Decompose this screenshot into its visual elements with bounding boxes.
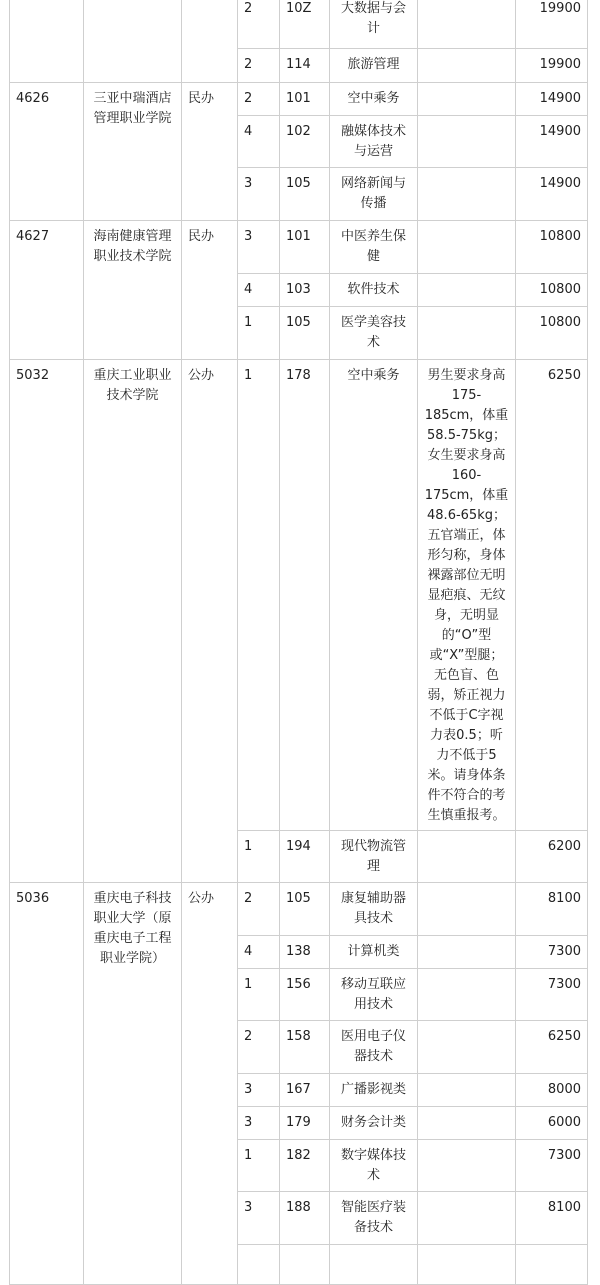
major-name-cell: 现代物流管理 <box>330 831 418 883</box>
fee-cell: 10800 <box>516 274 588 307</box>
school-code-cell <box>10 0 84 83</box>
years-cell: 3 <box>238 1074 280 1107</box>
school-code-cell: 5036 <box>10 883 84 1285</box>
major-code-cell: 158 <box>280 1021 330 1074</box>
admissions-table <box>9 0 588 1285</box>
fee-cell: 14900 <box>516 116 588 168</box>
years-cell: 4 <box>238 936 280 969</box>
school-type-cell: 公办 <box>182 883 238 1285</box>
years-cell: 2 <box>238 1021 280 1074</box>
major-code-cell: 138 <box>280 936 330 969</box>
years-cell: 1 <box>238 1140 280 1192</box>
major-code-cell: 188 <box>280 1192 330 1245</box>
school-type-cell <box>182 0 238 83</box>
major-code-cell: 194 <box>280 831 330 883</box>
note-cell <box>418 831 516 883</box>
major-name-cell: 空中乘务 <box>330 83 418 116</box>
major-name-cell: 财务会计类 <box>330 1107 418 1140</box>
major-name-cell: 医学美容技术 <box>330 307 418 360</box>
major-name-cell: 软件技术 <box>330 274 418 307</box>
school-code-cell: 4626 <box>10 83 84 221</box>
note-cell <box>418 1245 516 1285</box>
major-name-cell: 旅游管理 <box>330 49 418 83</box>
fee-cell: 8000 <box>516 1074 588 1107</box>
years-cell: 4 <box>238 116 280 168</box>
table-row <box>10 221 588 274</box>
note-cell <box>418 1192 516 1245</box>
school-name-cell: 重庆工业职业技术学院 <box>84 360 182 883</box>
years-cell: 3 <box>238 168 280 221</box>
major-name-cell: 数字媒体技术 <box>330 1140 418 1192</box>
fee-cell: 19900 <box>516 49 588 83</box>
note-cell: 男生要求身高175-185cm，体重58.5-75kg；女生要求身高160-175cm，体重48.6-65kg；五官端正，体形匀称，身体裸露部位无明显疤痕、无纹身，无明显的“O”型或“X”型腿；无色盲、色弱，矫正视力不低于C字视力表0.5；听力不低于5米。请身体条件不符合的考生慎重报考。 <box>418 360 516 831</box>
years-cell: 1 <box>238 969 280 1021</box>
major-name-cell: 网络新闻与传播 <box>330 168 418 221</box>
major-code-cell: 101 <box>280 221 330 274</box>
major-name-cell: 计算机类 <box>330 936 418 969</box>
major-code-cell: 10Z <box>280 0 330 49</box>
note-cell <box>418 274 516 307</box>
years-cell: 3 <box>238 221 280 274</box>
years-cell: 2 <box>238 0 280 49</box>
years-cell: 1 <box>238 360 280 831</box>
major-name-cell: 融媒体技术与运营 <box>330 116 418 168</box>
major-code-cell: 114 <box>280 49 330 83</box>
note-cell <box>418 1107 516 1140</box>
major-name-cell: 中医养生保健 <box>330 221 418 274</box>
fee-cell <box>516 1245 588 1285</box>
table-row <box>10 360 588 831</box>
major-name-cell: 康复辅助器具技术 <box>330 883 418 936</box>
years-cell: 3 <box>238 1192 280 1245</box>
note-cell <box>418 936 516 969</box>
school-code-cell: 4627 <box>10 221 84 360</box>
major-code-cell: 178 <box>280 360 330 831</box>
years-cell: 4 <box>238 274 280 307</box>
major-name-cell: 广播影视类 <box>330 1074 418 1107</box>
years-cell <box>238 1245 280 1285</box>
school-name-cell: 重庆电子科技职业大学（原重庆电子工程职业学院） <box>84 883 182 1285</box>
major-name-cell: 医用电子仪器技术 <box>330 1021 418 1074</box>
school-name-cell <box>84 0 182 83</box>
fee-cell: 7300 <box>516 969 588 1021</box>
major-name-cell: 空中乘务 <box>330 360 418 831</box>
major-code-cell: 182 <box>280 1140 330 1192</box>
major-code-cell: 167 <box>280 1074 330 1107</box>
fee-cell: 6250 <box>516 360 588 831</box>
note-cell <box>418 49 516 83</box>
school-type-cell: 民办 <box>182 83 238 221</box>
fee-cell: 6200 <box>516 831 588 883</box>
table-row <box>10 883 588 936</box>
school-type-cell: 公办 <box>182 360 238 883</box>
major-code-cell: 179 <box>280 1107 330 1140</box>
table-row <box>10 0 588 49</box>
fee-cell: 6250 <box>516 1021 588 1074</box>
years-cell: 1 <box>238 831 280 883</box>
fee-cell: 7300 <box>516 936 588 969</box>
major-code-cell <box>280 1245 330 1285</box>
major-code-cell: 103 <box>280 274 330 307</box>
note-cell <box>418 883 516 936</box>
school-code-cell: 5032 <box>10 360 84 883</box>
table-body <box>10 0 588 1285</box>
major-code-cell: 156 <box>280 969 330 1021</box>
years-cell: 1 <box>238 307 280 360</box>
school-name-cell: 海南健康管理职业技术学院 <box>84 221 182 360</box>
school-name-cell: 三亚中瑞酒店管理职业学院 <box>84 83 182 221</box>
fee-cell: 19900 <box>516 0 588 49</box>
fee-cell: 8100 <box>516 883 588 936</box>
fee-cell: 7300 <box>516 1140 588 1192</box>
major-name-cell: 智能医疗装备技术 <box>330 1192 418 1245</box>
note-cell <box>418 1021 516 1074</box>
major-name-cell: 移动互联应用技术 <box>330 969 418 1021</box>
note-cell <box>418 221 516 274</box>
fee-cell: 14900 <box>516 168 588 221</box>
school-type-cell: 民办 <box>182 221 238 360</box>
years-cell: 2 <box>238 49 280 83</box>
major-code-cell: 102 <box>280 116 330 168</box>
major-code-cell: 101 <box>280 83 330 116</box>
fee-cell: 8100 <box>516 1192 588 1245</box>
note-cell <box>418 168 516 221</box>
major-code-cell: 105 <box>280 883 330 936</box>
fee-cell: 14900 <box>516 83 588 116</box>
major-name-cell: 大数据与会计 <box>330 0 418 49</box>
fee-cell: 6000 <box>516 1107 588 1140</box>
major-code-cell: 105 <box>280 168 330 221</box>
fee-cell: 10800 <box>516 307 588 360</box>
major-code-cell: 105 <box>280 307 330 360</box>
years-cell: 3 <box>238 1107 280 1140</box>
major-name-cell <box>330 1245 418 1285</box>
fee-cell: 10800 <box>516 221 588 274</box>
note-cell <box>418 1074 516 1107</box>
note-cell <box>418 307 516 360</box>
note-cell <box>418 83 516 116</box>
years-cell: 2 <box>238 883 280 936</box>
note-cell <box>418 1140 516 1192</box>
table-row <box>10 83 588 116</box>
note-cell <box>418 0 516 49</box>
note-cell <box>418 116 516 168</box>
note-cell <box>418 969 516 1021</box>
years-cell: 2 <box>238 83 280 116</box>
